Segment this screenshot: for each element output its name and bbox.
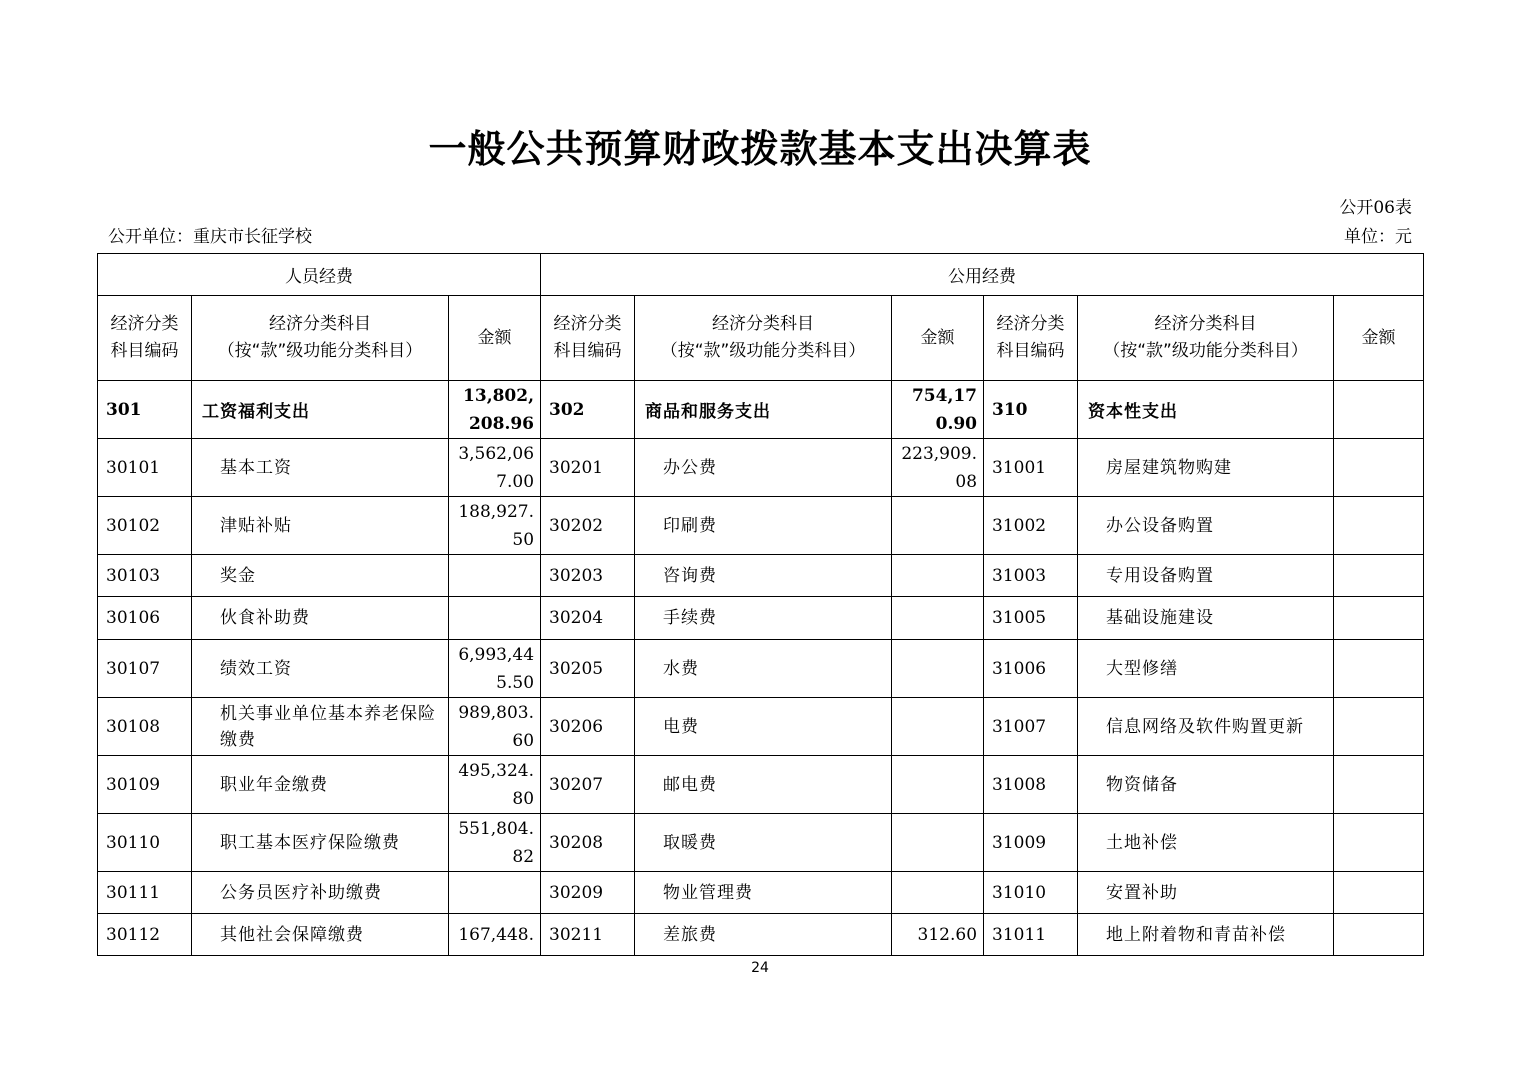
code-cell: 31007 bbox=[984, 698, 1078, 756]
table-row bbox=[98, 439, 1424, 497]
section-header-row bbox=[98, 254, 1424, 296]
item-name-cell: 奖金 bbox=[192, 555, 449, 597]
code-cell: 31011 bbox=[984, 914, 1078, 956]
item-name-cell: 商品和服务支出 bbox=[635, 381, 892, 439]
amount-cell: 13,802,208.96 bbox=[449, 381, 541, 439]
form-number: 公开06表 bbox=[1339, 198, 1412, 218]
item-name-cell: 职业年金缴费 bbox=[192, 756, 449, 814]
code-cell: 30106 bbox=[98, 597, 192, 640]
page-number: 24 bbox=[751, 960, 769, 976]
amount-cell: 754,170.90 bbox=[892, 381, 984, 439]
item-name-cell: 咨询费 bbox=[635, 555, 892, 597]
code-cell: 31001 bbox=[984, 439, 1078, 497]
item-name-cell: 其他社会保障缴费 bbox=[192, 914, 449, 956]
currency-unit: 单位：元 bbox=[1344, 227, 1412, 247]
amount-cell bbox=[892, 555, 984, 597]
header-amount: 金额 bbox=[449, 296, 541, 381]
amount-cell bbox=[449, 597, 541, 640]
item-name-cell: 取暖费 bbox=[635, 814, 892, 872]
item-name-cell: 机关事业单位基本养老保险缴费 bbox=[192, 698, 449, 756]
table-row bbox=[98, 640, 1424, 698]
item-name-cell: 津贴补贴 bbox=[192, 497, 449, 555]
header-code: 经济分类科目编码 bbox=[98, 296, 192, 381]
item-name-cell: 电费 bbox=[635, 698, 892, 756]
table-row bbox=[98, 597, 1424, 640]
code-cell: 31005 bbox=[984, 597, 1078, 640]
item-name-cell: 印刷费 bbox=[635, 497, 892, 555]
code-cell: 30111 bbox=[98, 872, 192, 914]
amount-cell: 312.60 bbox=[892, 914, 984, 956]
item-name-cell: 土地补偿 bbox=[1078, 814, 1334, 872]
amount-cell bbox=[892, 497, 984, 555]
code-cell: 31006 bbox=[984, 640, 1078, 698]
header-item: 经济分类科目 （按“款”级功能分类科目） bbox=[192, 296, 449, 381]
page-title: 一般公共预算财政拨款基本支出决算表 bbox=[428, 127, 1092, 171]
code-cell: 30204 bbox=[541, 597, 635, 640]
item-name-cell: 办公设备购置 bbox=[1078, 497, 1334, 555]
table-row bbox=[98, 756, 1424, 814]
header-amount: 金额 bbox=[892, 296, 984, 381]
amount-cell: 3,562,067.00 bbox=[449, 439, 541, 497]
amount-cell bbox=[1334, 872, 1424, 914]
item-name-cell: 信息网络及软件购置更新 bbox=[1078, 698, 1334, 756]
item-name-cell: 职工基本医疗保险缴费 bbox=[192, 814, 449, 872]
amount-cell bbox=[449, 555, 541, 597]
code-cell: 31009 bbox=[984, 814, 1078, 872]
item-name-cell: 物业管理费 bbox=[635, 872, 892, 914]
code-cell: 30207 bbox=[541, 756, 635, 814]
amount-cell bbox=[1334, 381, 1424, 439]
table-row bbox=[98, 872, 1424, 914]
code-cell: 30208 bbox=[541, 814, 635, 872]
code-cell: 302 bbox=[541, 381, 635, 439]
amount-cell bbox=[1334, 597, 1424, 640]
code-cell: 31008 bbox=[984, 756, 1078, 814]
code-cell: 30102 bbox=[98, 497, 192, 555]
amount-cell bbox=[1334, 698, 1424, 756]
amount-cell bbox=[892, 698, 984, 756]
amount-cell bbox=[892, 597, 984, 640]
code-cell: 30201 bbox=[541, 439, 635, 497]
item-name-cell: 水费 bbox=[635, 640, 892, 698]
amount-cell: 223,909.08 bbox=[892, 439, 984, 497]
code-cell: 30211 bbox=[541, 914, 635, 956]
item-name-cell: 公务员医疗补助缴费 bbox=[192, 872, 449, 914]
item-name-cell: 大型修缮 bbox=[1078, 640, 1334, 698]
code-cell: 31003 bbox=[984, 555, 1078, 597]
section-public: 公用经费 bbox=[541, 254, 1424, 296]
header-item: 经济分类科目 （按“款”级功能分类科目） bbox=[1078, 296, 1334, 381]
code-cell: 30205 bbox=[541, 640, 635, 698]
code-cell: 310 bbox=[984, 381, 1078, 439]
code-cell: 30202 bbox=[541, 497, 635, 555]
amount-cell bbox=[449, 872, 541, 914]
table-row bbox=[98, 555, 1424, 597]
amount-cell: 167,448. bbox=[449, 914, 541, 956]
item-name-cell: 工资福利支出 bbox=[192, 381, 449, 439]
amount-cell bbox=[1334, 439, 1424, 497]
item-name-cell: 手续费 bbox=[635, 597, 892, 640]
budget-table bbox=[97, 253, 1424, 956]
code-cell: 30112 bbox=[98, 914, 192, 956]
code-cell: 30101 bbox=[98, 439, 192, 497]
code-cell: 30108 bbox=[98, 698, 192, 756]
item-name-cell: 差旅费 bbox=[635, 914, 892, 956]
item-name-cell: 绩效工资 bbox=[192, 640, 449, 698]
item-name-cell: 物资储备 bbox=[1078, 756, 1334, 814]
item-name-cell: 办公费 bbox=[635, 439, 892, 497]
code-cell: 301 bbox=[98, 381, 192, 439]
amount-cell: 6,993,445.50 bbox=[449, 640, 541, 698]
header-amount: 金额 bbox=[1334, 296, 1424, 381]
item-name-cell: 邮电费 bbox=[635, 756, 892, 814]
code-cell: 30107 bbox=[98, 640, 192, 698]
code-cell: 31010 bbox=[984, 872, 1078, 914]
amount-cell bbox=[892, 814, 984, 872]
reporting-unit: 公开单位：重庆市长征学校 bbox=[108, 227, 312, 247]
amount-cell: 188,927.50 bbox=[449, 497, 541, 555]
amount-cell bbox=[1334, 814, 1424, 872]
table-row bbox=[98, 497, 1424, 555]
item-name-cell: 安置补助 bbox=[1078, 872, 1334, 914]
table-row bbox=[98, 914, 1424, 956]
table-row bbox=[98, 814, 1424, 872]
code-cell: 31002 bbox=[984, 497, 1078, 555]
section-personnel: 人员经费 bbox=[98, 254, 541, 296]
amount-cell bbox=[1334, 914, 1424, 956]
header-code: 经济分类科目编码 bbox=[541, 296, 635, 381]
amount-cell bbox=[892, 872, 984, 914]
code-cell: 30203 bbox=[541, 555, 635, 597]
code-cell: 30206 bbox=[541, 698, 635, 756]
item-name-cell: 专用设备购置 bbox=[1078, 555, 1334, 597]
header-code: 经济分类科目编码 bbox=[984, 296, 1078, 381]
column-header-row bbox=[98, 296, 1424, 381]
amount-cell bbox=[1334, 640, 1424, 698]
code-cell: 30110 bbox=[98, 814, 192, 872]
amount-cell: 551,804.82 bbox=[449, 814, 541, 872]
amount-cell bbox=[1334, 555, 1424, 597]
table-row bbox=[98, 698, 1424, 756]
item-name-cell: 地上附着物和青苗补偿 bbox=[1078, 914, 1334, 956]
code-cell: 30109 bbox=[98, 756, 192, 814]
item-name-cell: 伙食补助费 bbox=[192, 597, 449, 640]
item-name-cell: 基本工资 bbox=[192, 439, 449, 497]
amount-cell bbox=[1334, 756, 1424, 814]
item-name-cell: 基础设施建设 bbox=[1078, 597, 1334, 640]
amount-cell: 989,803.60 bbox=[449, 698, 541, 756]
amount-cell bbox=[892, 640, 984, 698]
amount-cell bbox=[892, 756, 984, 814]
amount-cell: 495,324.80 bbox=[449, 756, 541, 814]
amount-cell bbox=[1334, 497, 1424, 555]
header-item: 经济分类科目 （按“款”级功能分类科目） bbox=[635, 296, 892, 381]
code-cell: 30209 bbox=[541, 872, 635, 914]
code-cell: 30103 bbox=[98, 555, 192, 597]
item-name-cell: 房屋建筑物购建 bbox=[1078, 439, 1334, 497]
table-row bbox=[98, 381, 1424, 439]
item-name-cell: 资本性支出 bbox=[1078, 381, 1334, 439]
